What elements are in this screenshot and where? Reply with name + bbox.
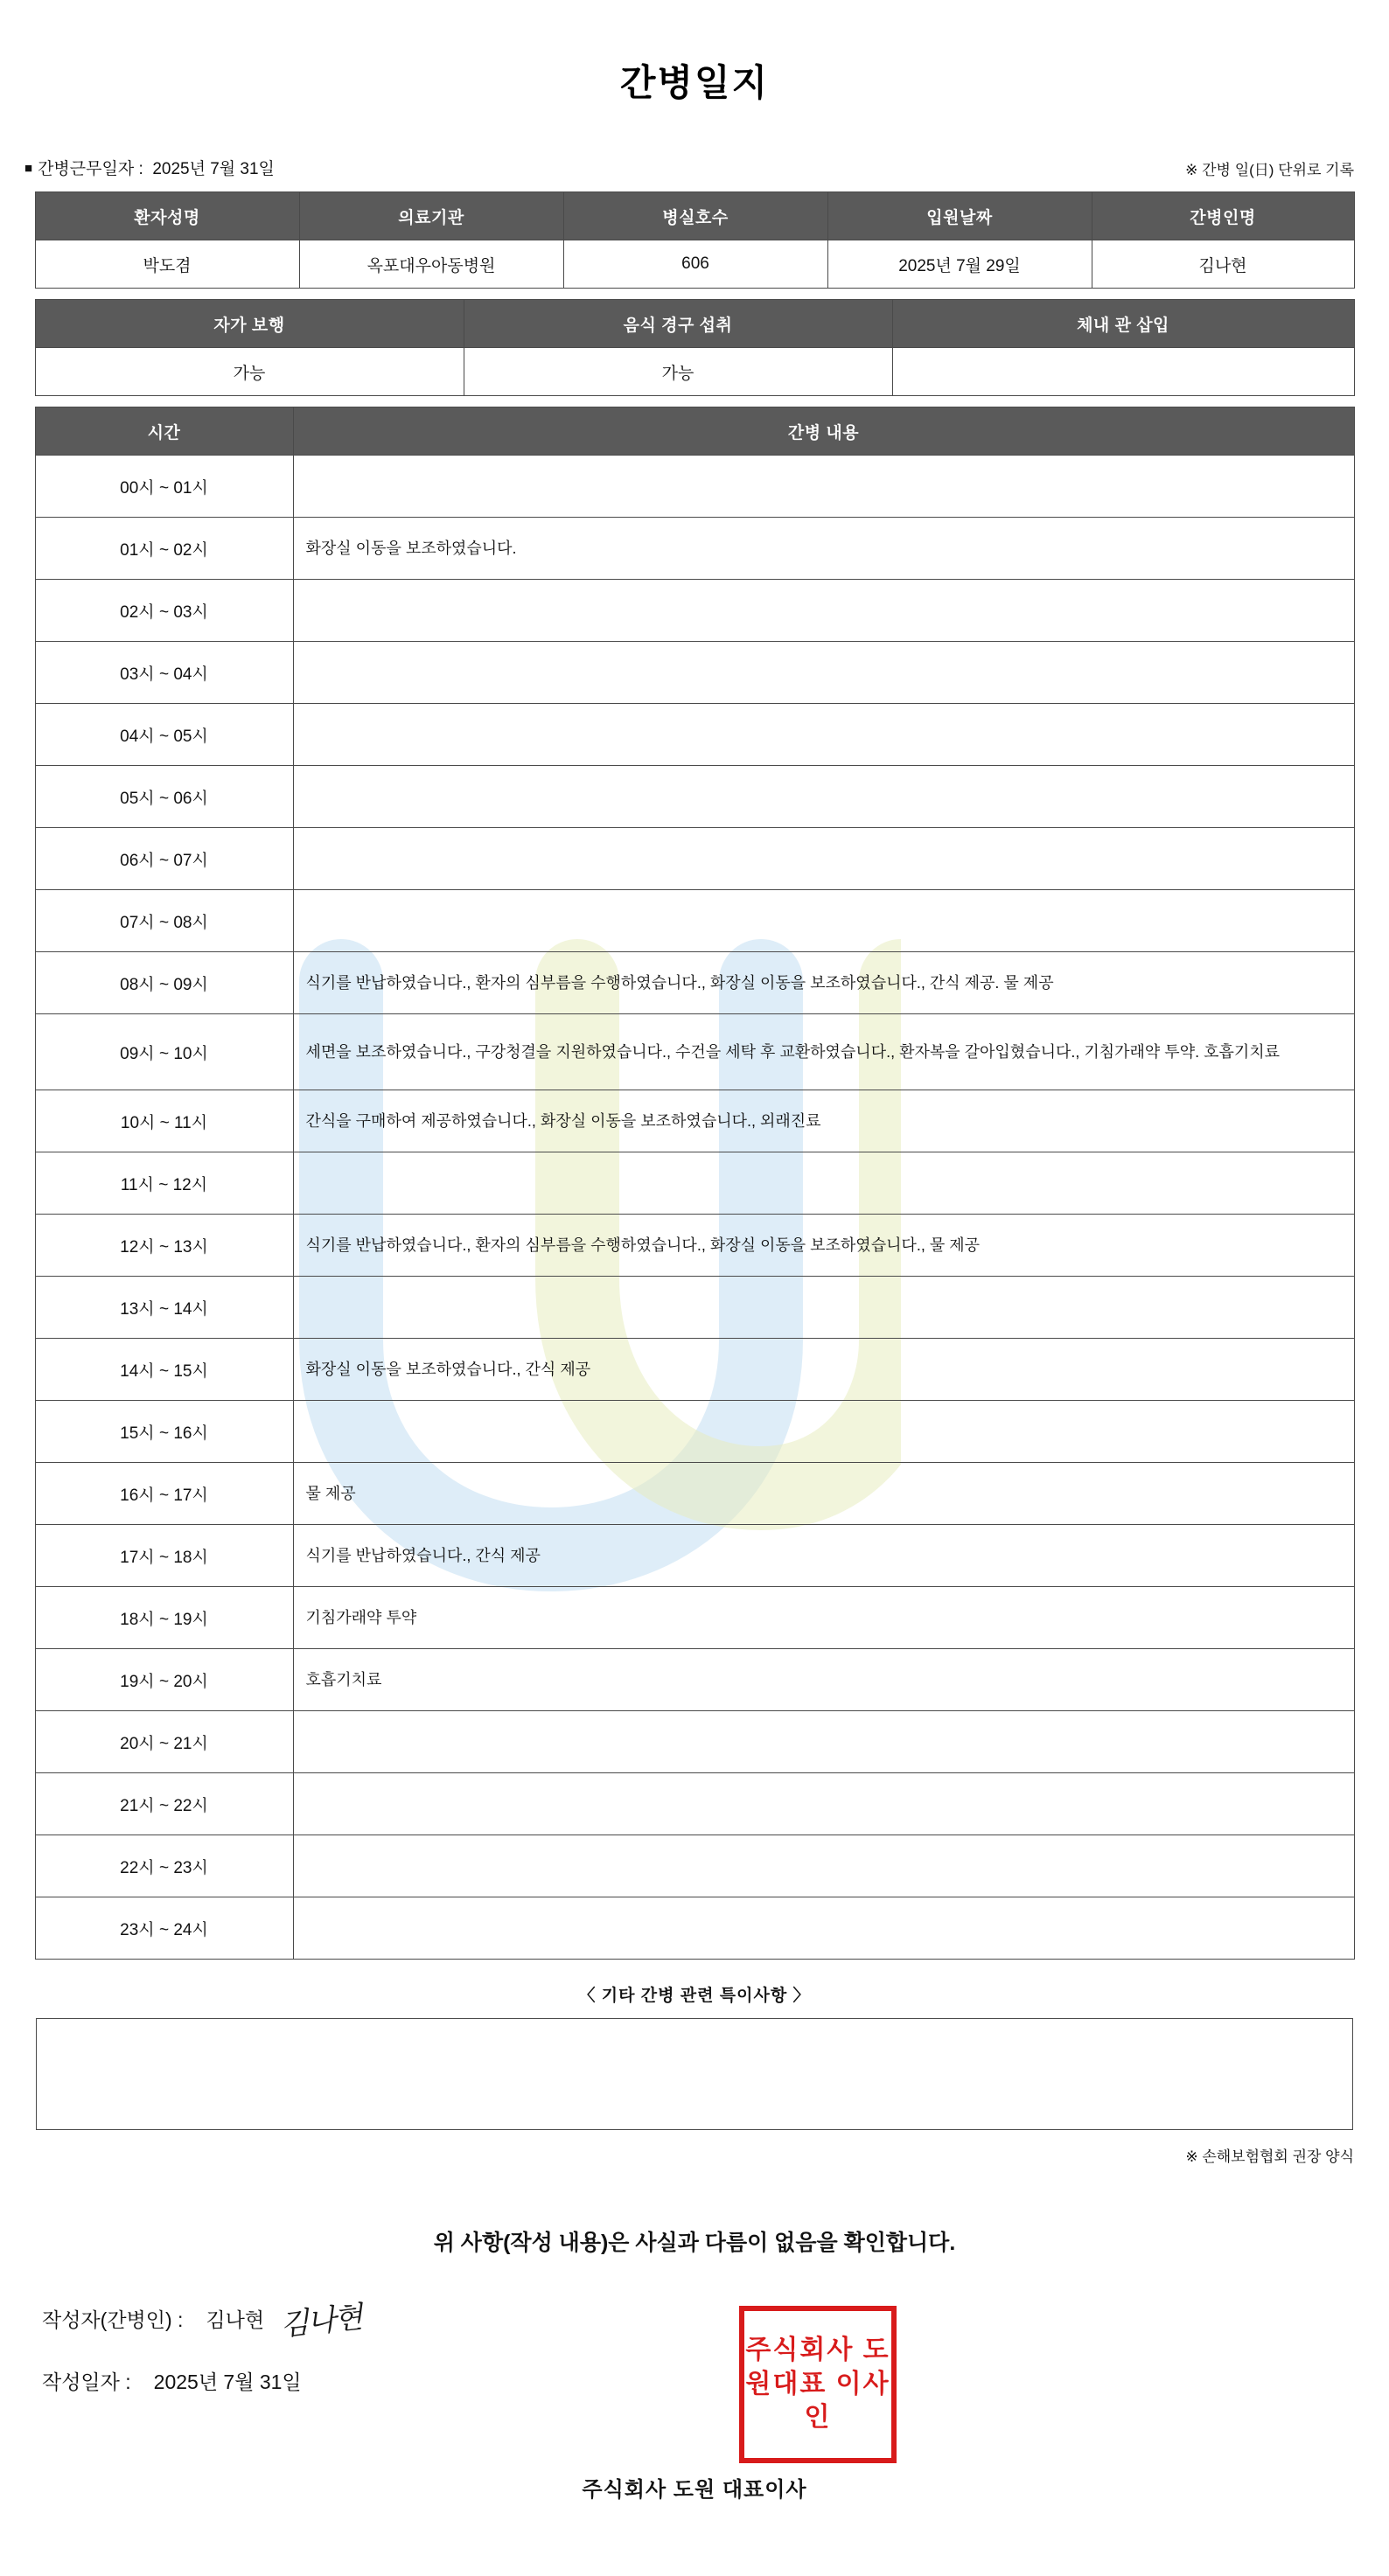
hourly-log-table <box>35 407 1355 1960</box>
cell-time: 23시 ~ 24시 <box>35 1897 293 1960</box>
cell-care-content <box>293 1835 1354 1897</box>
cell-care-content: 물 제공 <box>293 1463 1354 1525</box>
table-row <box>35 952 1354 1014</box>
col-header-tube-insertion: 체내 관 삽입 <box>892 300 1354 348</box>
cell-patient-name: 박도겸 <box>35 240 299 289</box>
cell-time: 00시 ~ 01시 <box>35 456 293 518</box>
cell-care-content <box>293 1152 1354 1215</box>
cell-care-content <box>293 642 1354 704</box>
cell-care-content <box>293 1773 1354 1835</box>
cell-care-content <box>293 1401 1354 1463</box>
table-row <box>35 766 1354 828</box>
date-row <box>42 2366 1389 2395</box>
table-row <box>35 1277 1354 1339</box>
meta-row <box>24 156 1354 179</box>
table-row <box>35 1401 1354 1463</box>
table-row <box>35 1090 1354 1152</box>
table-row <box>35 1649 1354 1711</box>
company-line: 주식회사 도원 대표이사 <box>582 2478 807 2502</box>
table-row <box>35 1215 1354 1277</box>
bullet-icon: ■ <box>24 161 33 176</box>
cell-time: 10시 ~ 11시 <box>35 1090 293 1152</box>
cell-time: 01시 ~ 02시 <box>35 518 293 580</box>
work-date-line <box>24 156 275 179</box>
date-label: 작성일자 : <box>42 2371 131 2393</box>
table-row <box>35 1897 1354 1960</box>
cell-care-content: 세면을 보조하였습니다., 구강청결을 지원하였습니다., 수건을 세탁 후 교환하였습니다., 환자복을 갈아입혔습니다., 기침가래약 투약. 호흡기치료 <box>293 1014 1354 1090</box>
cell-care-content: 화장실 이동을 보조하였습니다. <box>293 518 1354 580</box>
date-value: 2025년 7월 31일 <box>153 2371 302 2393</box>
table-row <box>35 890 1354 952</box>
document-page <box>0 54 1389 2576</box>
table-row <box>35 1014 1354 1090</box>
table-row <box>35 580 1354 642</box>
table-row <box>35 642 1354 704</box>
company-seal-stamp <box>739 2306 897 2463</box>
cell-care-content: 기침가래약 투약 <box>293 1587 1354 1649</box>
cell-time: 11시 ~ 12시 <box>35 1152 293 1215</box>
work-date-label: 간병근무일자 <box>38 160 135 178</box>
work-date-separator: : <box>138 160 143 178</box>
cell-time: 09시 ~ 10시 <box>35 1014 293 1090</box>
cell-care-content <box>293 456 1354 518</box>
cell-time: 04시 ~ 05시 <box>35 704 293 766</box>
author-label: 작성자(간병인) : <box>42 2308 184 2331</box>
table-row <box>35 1773 1354 1835</box>
cell-time: 05시 ~ 06시 <box>35 766 293 828</box>
company-seal-text: 주식회사 도원대표 이사인 <box>745 2336 890 2433</box>
cell-care-content: 식기를 반납하였습니다., 환자의 심부름을 수행하였습니다., 화장실 이동을 보조하였습니다., 물 제공 <box>293 1215 1354 1277</box>
cell-care-content: 호흡기치료 <box>293 1649 1354 1711</box>
col-header-patient-name: 환자성명 <box>35 192 299 240</box>
table-row <box>35 348 1354 396</box>
cell-hospital: 옥포대우아동병원 <box>299 240 563 289</box>
table-header-row <box>35 300 1354 348</box>
cell-time: 17시 ~ 18시 <box>35 1525 293 1587</box>
cell-caregiver-name: 김나현 <box>1092 240 1354 289</box>
cell-time: 20시 ~ 21시 <box>35 1711 293 1773</box>
table-row <box>35 704 1354 766</box>
table-row <box>35 240 1354 289</box>
col-header-room: 병실호수 <box>563 192 827 240</box>
cell-time: 06시 ~ 07시 <box>35 828 293 890</box>
cell-self-walking: 가능 <box>35 348 464 396</box>
notes-box[interactable] <box>36 2018 1353 2130</box>
work-date-value: 2025년 7월 31일 <box>152 160 275 178</box>
table-row <box>35 1152 1354 1215</box>
care-condition-table <box>35 299 1355 396</box>
cell-time: 08시 ~ 09시 <box>35 952 293 1014</box>
cell-time: 14시 ~ 15시 <box>35 1339 293 1401</box>
author-signature: 김나현 <box>278 2301 363 2343</box>
cell-time: 21시 ~ 22시 <box>35 1773 293 1835</box>
notes-title: 〈 기타 간병 관련 특이사항 〉 <box>578 1987 811 2005</box>
confirmation-statement: 위 사항(작성 내용)은 사실과 다름이 없음을 확인합니다. <box>433 2231 956 2255</box>
signature-block <box>42 2297 1389 2395</box>
cell-care-content: 식기를 반납하였습니다., 간식 제공 <box>293 1525 1354 1587</box>
table-header-row <box>35 192 1354 240</box>
cell-care-content <box>293 828 1354 890</box>
cell-care-content <box>293 704 1354 766</box>
cell-care-content <box>293 890 1354 952</box>
cell-care-content <box>293 1897 1354 1960</box>
table-row <box>35 1587 1354 1649</box>
cell-time: 13시 ~ 14시 <box>35 1277 293 1339</box>
col-header-care-content: 간병 내용 <box>293 407 1354 456</box>
col-header-admission-date: 입원날짜 <box>827 192 1092 240</box>
table-row <box>35 1339 1354 1401</box>
cell-care-content: 화장실 이동을 보조하였습니다., 간식 제공 <box>293 1339 1354 1401</box>
table-row <box>35 828 1354 890</box>
cell-tube-insertion <box>892 348 1354 396</box>
table-row <box>35 456 1354 518</box>
table-row <box>35 1463 1354 1525</box>
col-header-oral-intake: 음식 경구 섭취 <box>464 300 892 348</box>
cell-time: 22시 ~ 23시 <box>35 1835 293 1897</box>
author-value: 김나현 <box>206 2308 265 2331</box>
cell-time: 16시 ~ 17시 <box>35 1463 293 1525</box>
page-title: 간병일지 <box>619 62 770 103</box>
author-row <box>42 2297 1389 2343</box>
col-header-time: 시간 <box>35 407 293 456</box>
table-row <box>35 1525 1354 1587</box>
cell-time: 18시 ~ 19시 <box>35 1587 293 1649</box>
col-header-self-walking: 자가 보행 <box>35 300 464 348</box>
cell-care-content <box>293 1711 1354 1773</box>
association-note: ※ 손해보험협회 권장 양식 <box>1185 2148 1354 2165</box>
col-header-caregiver-name: 간병인명 <box>1092 192 1354 240</box>
cell-care-content <box>293 1277 1354 1339</box>
table-header-row <box>35 407 1354 456</box>
table-row <box>35 518 1354 580</box>
cell-care-content: 식기를 반납하였습니다., 환자의 심부름을 수행하였습니다., 화장실 이동을 보조하였습니다., 간식 제공. 물 제공 <box>293 952 1354 1014</box>
cell-time: 03시 ~ 04시 <box>35 642 293 704</box>
cell-care-content: 간식을 구매하여 제공하였습니다., 화장실 이동을 보조하였습니다., 외래진료 <box>293 1090 1354 1152</box>
cell-time: 02시 ~ 03시 <box>35 580 293 642</box>
patient-info-table <box>35 191 1355 289</box>
col-header-hospital: 의료기관 <box>299 192 563 240</box>
cell-time: 07시 ~ 08시 <box>35 890 293 952</box>
table-row <box>35 1835 1354 1897</box>
cell-time: 15시 ~ 16시 <box>35 1401 293 1463</box>
cell-time: 12시 ~ 13시 <box>35 1215 293 1277</box>
unit-note: ※ 간병 일(日) 단위로 기록 <box>1185 162 1354 178</box>
cell-care-content <box>293 580 1354 642</box>
cell-admission-date: 2025년 7월 29일 <box>827 240 1092 289</box>
cell-time: 19시 ~ 20시 <box>35 1649 293 1711</box>
cell-room: 606 <box>563 240 827 289</box>
cell-oral-intake: 가능 <box>464 348 892 396</box>
cell-care-content <box>293 766 1354 828</box>
table-row <box>35 1711 1354 1773</box>
